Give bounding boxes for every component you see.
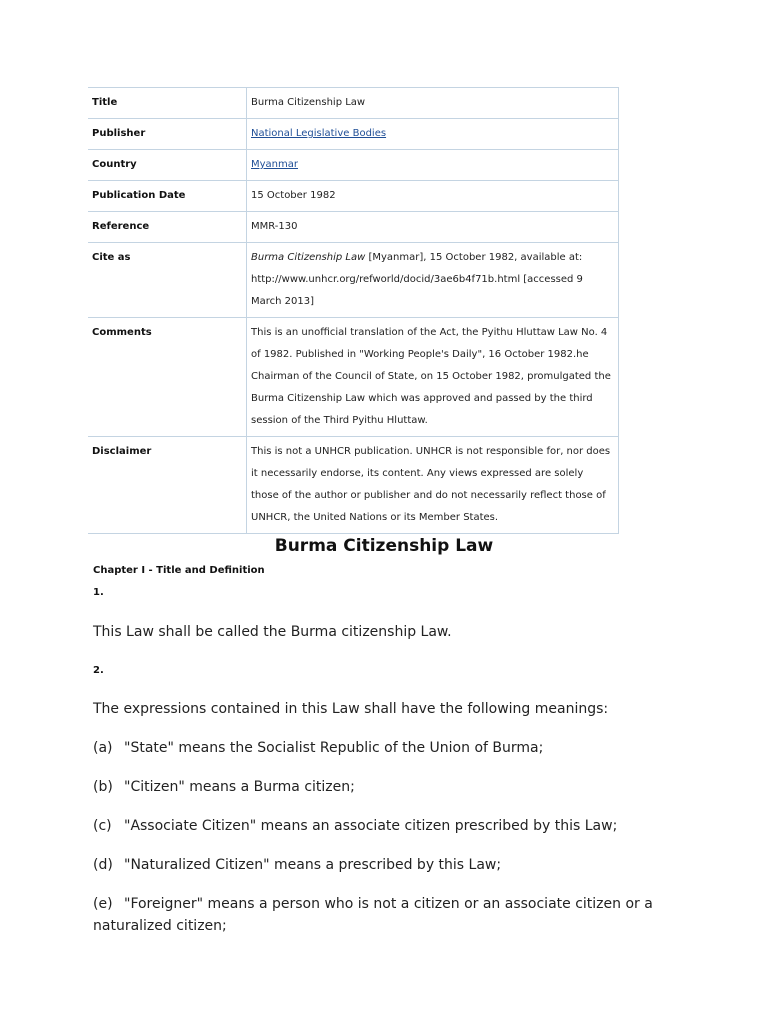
definition-text: "Citizen" means a Burma citizen; [124,779,355,795]
disclaimer-label: Disclaimer [92,446,152,457]
metadata-row-publication-date [88,181,619,212]
title-value: Burma Citizenship Law [247,88,619,119]
definition-item [93,893,663,937]
country-label: Country [92,159,137,170]
publisher-link[interactable]: National Legislative Bodies [251,128,387,139]
reference-value: MMR-130 [247,212,619,243]
metadata-row-reference [88,212,619,243]
definition-marker: (b) [93,779,113,795]
country-link[interactable]: Myanmar [251,159,298,170]
metadata-row-disclaimer [88,437,619,534]
cite-label: Cite as [92,252,131,263]
comments-value: This is an unofficial translation of the Act, the Pyithu Hluttaw Law No. 4 of 1982. Published in "Working People's Daily", 16 October 1982.he Chairman of the Council of State, on 15 October 1982, promulgated the Burma Citizenship Law which was approved and passed by the third session of the Third Pyithu Hluttaw. [247,318,619,437]
publisher-label: Publisher [92,128,146,139]
metadata-row-comments [88,318,619,437]
definition-item [93,815,663,837]
chapter-heading: Chapter I - Title and Definition [93,565,265,576]
definition-text: "Associate Citizen" means an associate citizen prescribed by this Law; [124,818,618,834]
document-title: Burma Citizenship Law [274,536,494,556]
cite-title: Burma Citizenship Law [251,252,366,263]
section-1-text: This Law shall be called the Burma citizenship Law. [93,624,452,640]
reference-label: Reference [92,221,150,232]
definition-marker: (d) [93,857,113,873]
comments-label: Comments [92,327,152,338]
metadata-row-country [88,150,619,181]
definition-marker: (a) [93,740,113,756]
publication-date-value: 15 October 1982 [247,181,619,212]
definition-item [93,737,663,759]
publication-date-label: Publication Date [92,190,186,201]
metadata-row-title [88,88,619,119]
definition-text: "Foreigner" means a person who is not a citizen or an associate citizen or a naturalized citizen; [93,896,653,934]
section-number-2: 2. [93,665,104,676]
cite-details: [Myanmar], 15 October 1982, available at: http://www.unhcr.org/refworld/docid/3ae6b4f71b.html [accessed 9 March 2013] [251,252,583,307]
title-label: Title [92,97,118,108]
definition-marker: (c) [93,818,112,834]
section-2-intro: The expressions contained in this Law shall have the following meanings: [93,701,609,717]
document-metadata-table [88,87,619,534]
definition-marker: (e) [93,896,113,912]
definition-text: "State" means the Socialist Republic of the Union of Burma; [124,740,544,756]
metadata-row-publisher [88,119,619,150]
definition-item [93,854,663,876]
disclaimer-value: This is not a UNHCR publication. UNHCR is not responsible for, nor does it necessarily endorse, its content. Any views expressed are solely those of the author or publisher and do not necessarily reflect those of UNHCR, the United Nations or its Member States. [247,437,619,534]
definition-text: "Naturalized Citizen" means a prescribed by this Law; [124,857,502,873]
definition-item [93,776,663,798]
metadata-row-cite [88,243,619,318]
cite-value [247,243,619,318]
section-number-1: 1. [93,587,104,598]
